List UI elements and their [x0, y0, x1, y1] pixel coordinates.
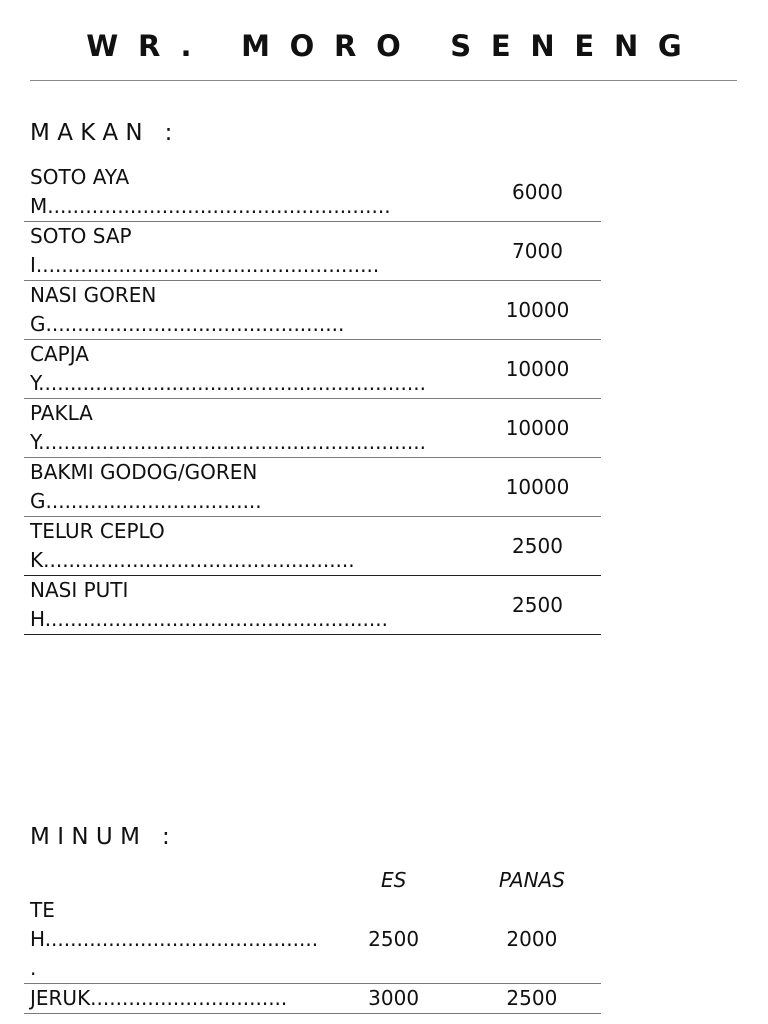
menu-item-name: SOTO SAPI......................................................	[24, 222, 474, 281]
menu-item-price: 10000	[474, 458, 601, 517]
menu-row	[24, 281, 601, 340]
minum-header-blank	[24, 864, 325, 896]
drink-row	[24, 896, 601, 984]
drink-price-panas: 2000	[463, 896, 601, 984]
menu-item-price: 7000	[474, 222, 601, 281]
drink-item-name: TEH............................................	[24, 896, 325, 984]
drink-item-name: JERUK...............................	[24, 984, 325, 1014]
menu-row	[24, 576, 601, 635]
menu-item-price: 6000	[474, 163, 601, 222]
menu-item-name: SOTO AYAM......................................................	[24, 163, 474, 222]
menu-item-name: NASI GORENG...............................................	[24, 281, 474, 340]
menu-item-name: PAKLAY.............................................................	[24, 399, 474, 458]
menu-row	[24, 222, 601, 281]
menu-row	[24, 517, 601, 576]
menu-item-name: BAKMI GODOG/GORENG..................................	[24, 458, 474, 517]
makan-table	[24, 163, 601, 635]
menu-item-price: 10000	[474, 399, 601, 458]
minum-header-row	[24, 864, 601, 896]
menu-row	[24, 458, 601, 517]
menu-item-price: 10000	[474, 281, 601, 340]
column-header-panas: PANAS	[498, 868, 565, 892]
drink-row	[24, 984, 601, 1014]
makan-heading: MAKAN :	[30, 120, 180, 146]
column-header-es: ES	[380, 868, 407, 892]
drink-price-es: 2500	[325, 896, 463, 984]
minum-table	[24, 864, 601, 1014]
menu-item-price: 10000	[474, 340, 601, 399]
page-title: WR. MORO SENENG	[86, 29, 702, 63]
menu-row	[24, 340, 601, 399]
menu-row	[24, 163, 601, 222]
drink-price-panas: 2500	[463, 984, 601, 1014]
menu-item-name: TELUR CEPLOK.................................................	[24, 517, 474, 576]
menu-item-price: 2500	[474, 517, 601, 576]
menu-item-price: 2500	[474, 576, 601, 635]
menu-row	[24, 399, 601, 458]
drink-price-es: 3000	[325, 984, 463, 1014]
title-divider	[30, 80, 737, 81]
menu-item-name: NASI PUTIH......................................................	[24, 576, 474, 635]
minum-heading: MINUM :	[30, 824, 178, 850]
menu-item-name: CAPJAY.............................................................	[24, 340, 474, 399]
